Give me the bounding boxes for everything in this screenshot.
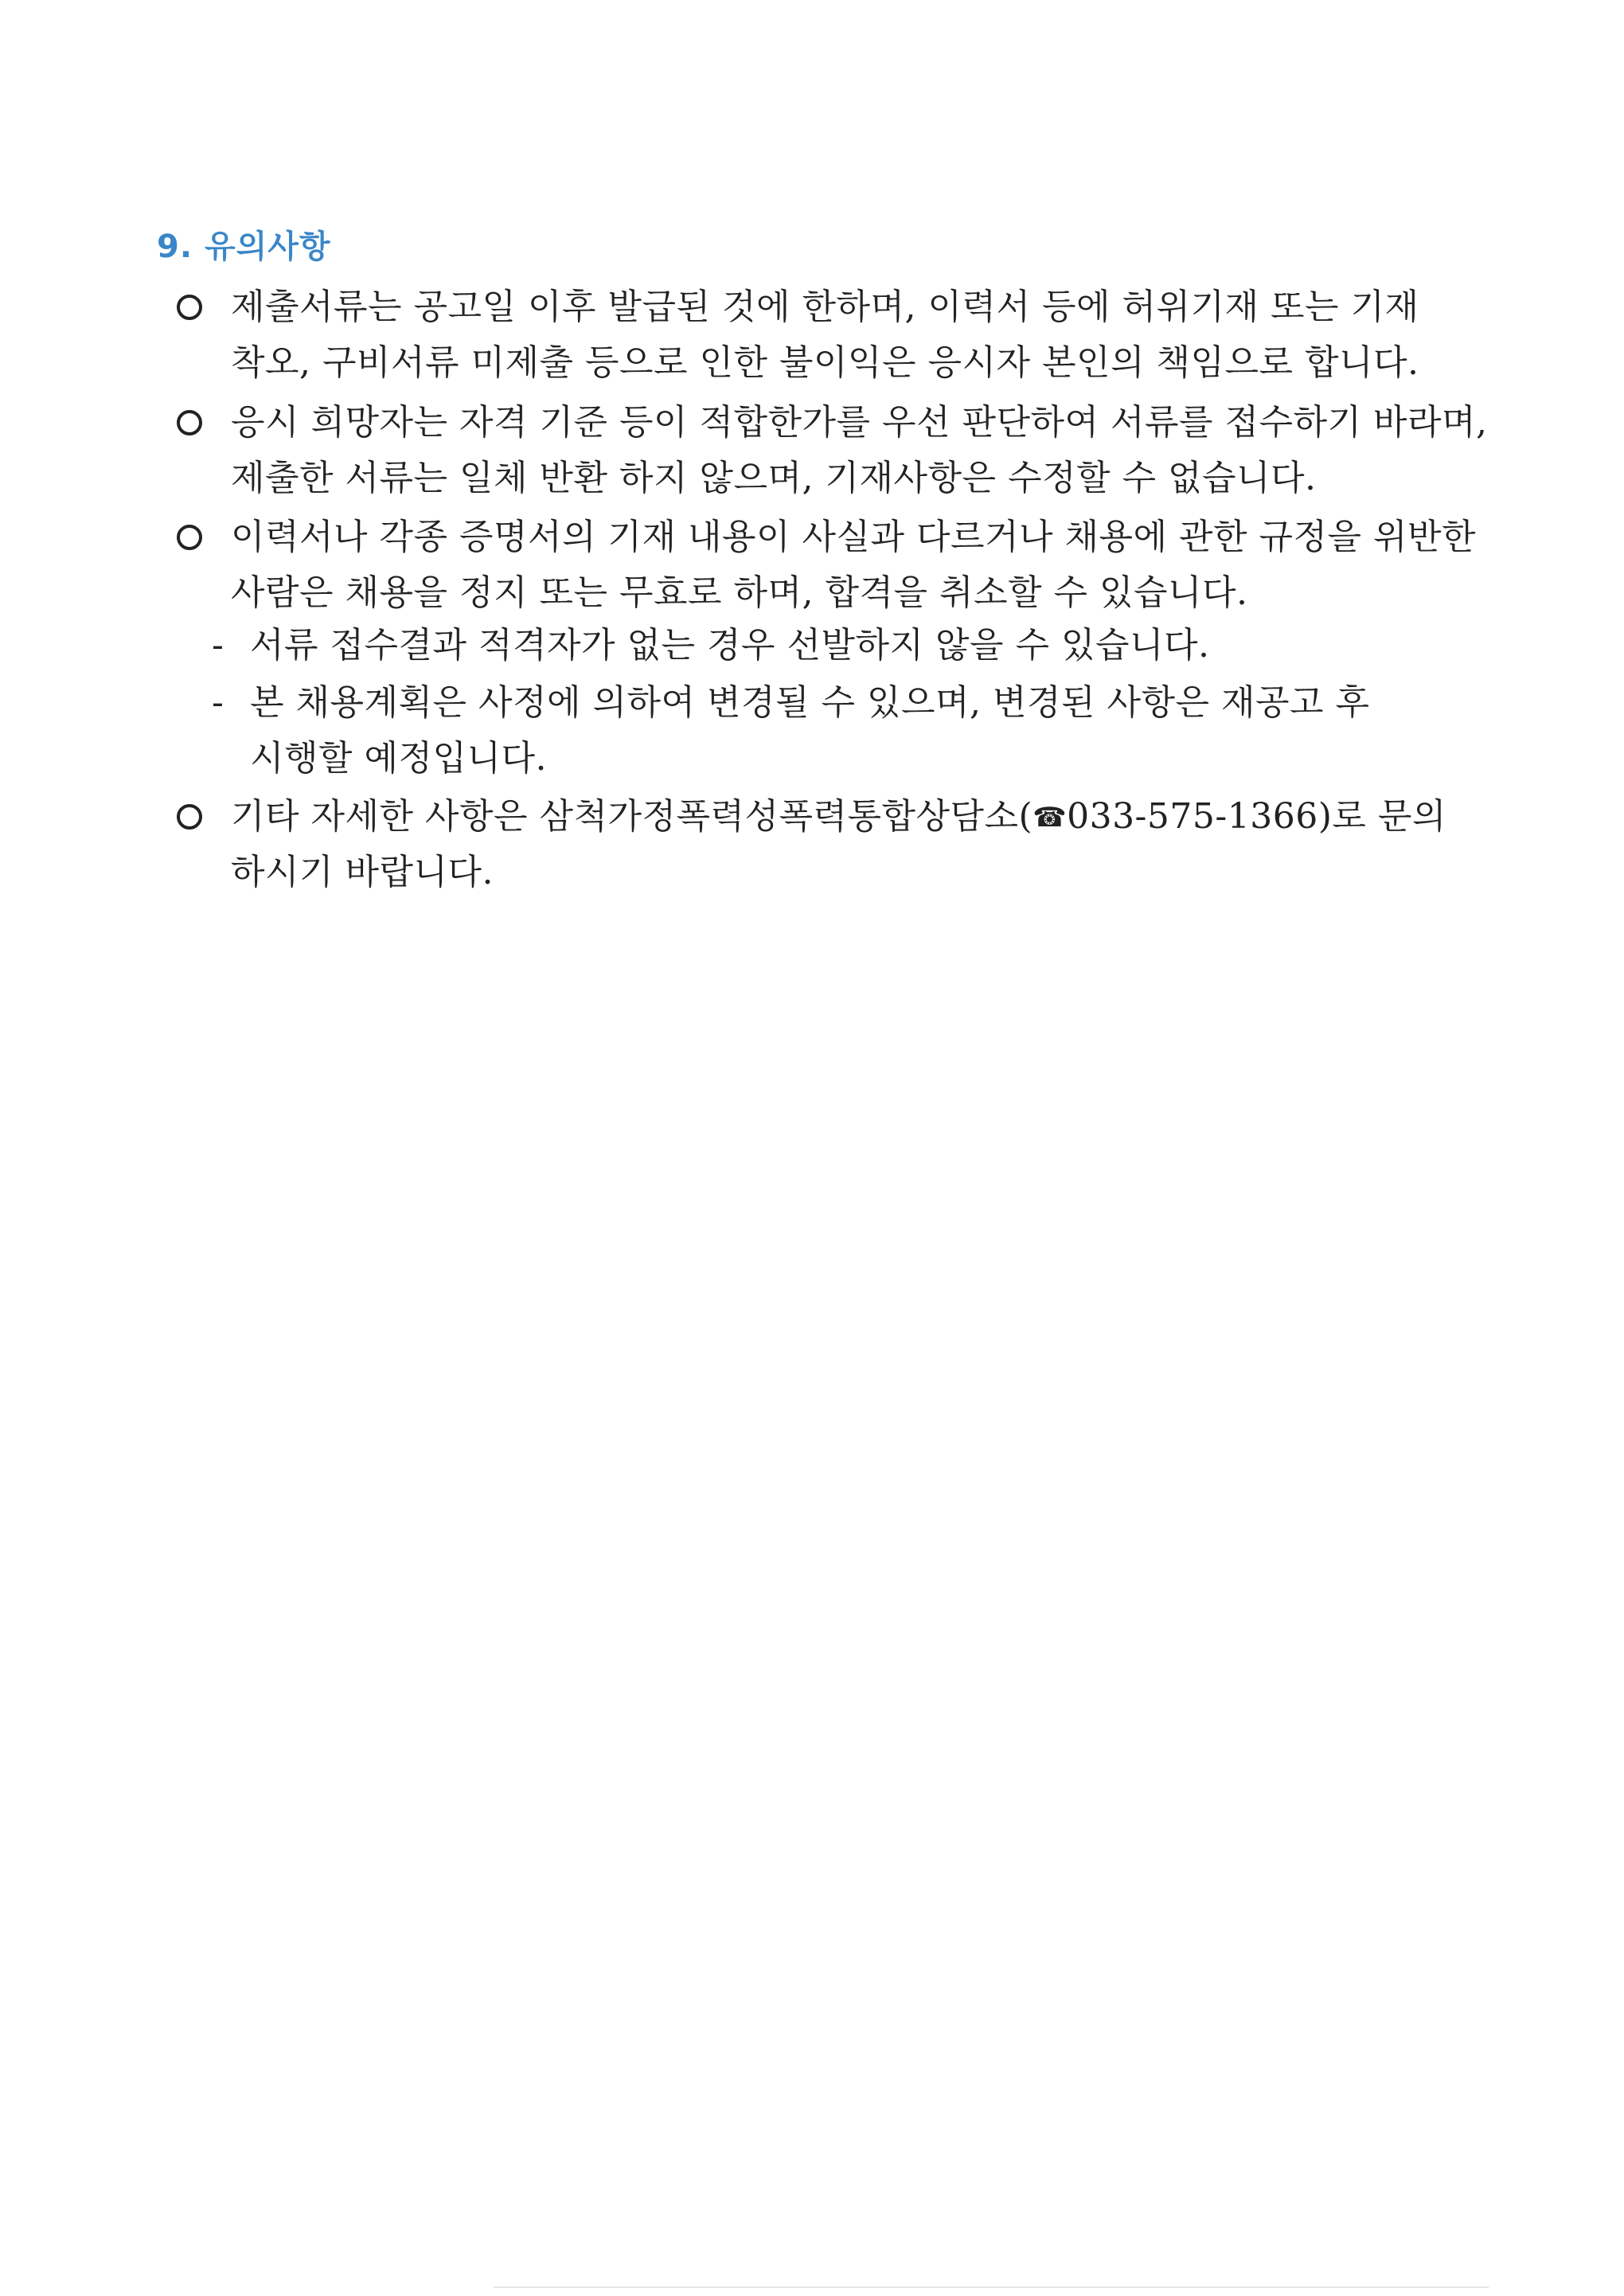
- item-3-line-1: 이력서나 각종 증명서의 기재 내용이 사실과 다르거나 채용에 관한 규정을 위반한: [231, 517, 1476, 557]
- subitem-dash: -: [212, 682, 224, 723]
- subitem-1-line-1: 서류 접수결과 적격자가 없는 경우 선발하지 않을 수 있습니다.: [250, 625, 1210, 666]
- item-1-line-2: 착오, 구비서류 미제출 등으로 인한 불이익은 응시자 본인의 책임으로 합니다.: [231, 342, 1419, 383]
- section-title: 9. 유의사항: [157, 228, 331, 265]
- subitem-dash: -: [212, 625, 224, 666]
- item-1-line-1: 제출서류는 공고일 이후 발급된 것에 한하며, 이력서 등에 허위기재 또는 기재: [231, 287, 1419, 327]
- circle-bullet-icon: [177, 804, 202, 830]
- item-3-line-2: 사람은 채용을 정지 또는 무효로 하며, 합격을 취소할 수 있습니다.: [231, 572, 1248, 613]
- phone-number: 033-575-1366: [1067, 796, 1318, 837]
- subitem-2-line-2: 시행할 예정입니다.: [250, 738, 548, 779]
- item-2-line-1: 응시 희망자는 자격 기준 등이 적합한가를 우선 판단하여 서류를 접수하기 바라며,: [231, 402, 1488, 443]
- item-4-text-before-phone: 기타 자세한 사항은 삼척가정폭력성폭력통합상담소(: [231, 796, 1033, 837]
- item-2-line-2: 제출한 서류는 일체 반환 하지 않으며, 기재사항은 수정할 수 없습니다.: [231, 458, 1317, 498]
- item-4-line-1: [231, 795, 1446, 840]
- page-bottom-rule: [494, 2286, 1489, 2288]
- circle-bullet-icon: [177, 295, 202, 320]
- subitem-2-line-1: 본 채용계획은 사정에 의하여 변경될 수 있으며, 변경된 사항은 재공고 후: [250, 682, 1370, 723]
- telephone-icon: ☎: [1033, 802, 1068, 834]
- circle-bullet-icon: [177, 525, 202, 550]
- circle-bullet-icon: [177, 410, 202, 435]
- item-4-line-2: 하시기 바랍니다.: [231, 852, 494, 892]
- item-4-text-after-phone: )로 문의: [1318, 796, 1446, 837]
